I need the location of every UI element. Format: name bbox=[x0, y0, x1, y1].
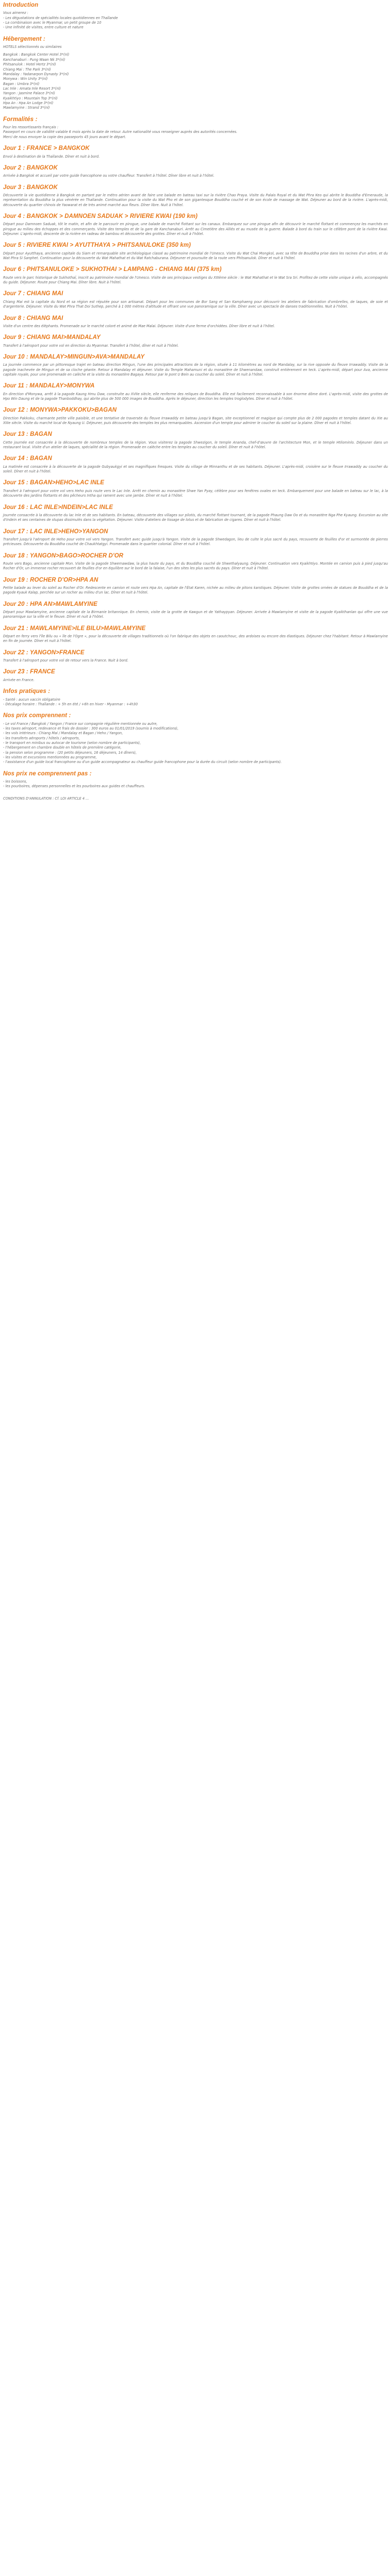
day-22 bbox=[3, 649, 388, 664]
intro-line: - Une infinité de visites, entre culture et nature bbox=[3, 25, 84, 30]
day-6 bbox=[3, 265, 388, 285]
price-includes-line: - Le vol France / Bangkok / Yangon / France sur compagnie régulière mentionnée ou autre, bbox=[3, 721, 158, 726]
day-16 bbox=[3, 503, 388, 523]
day-text: La journée commence par un pittoresque trajet en bateau direction Mingun, l'une des principales attractions de la région, située à 11 kilomètres au nord de Mandalay, sur la rive opposée du fleuve Irrawaddy. Visite de la pagode inachevée de Mingun et de sa cloche géante. Retour à Mandalay et déjeuner. Visite du Temple Mahamuni et du monastère de Shwenandaw, construit entièrement en teck. L'après-midi, départ pour Ava, ancienne capitale royale, pour une promenade en calèche et la visite du monastère Bagaya. Retour par le pont U Bein au coucher du soleil. Dîner et nuit à l'hôtel. bbox=[3, 363, 388, 377]
price-includes-line: - le transport en minibus ou autocar de tourisme (selon nombre de participants), bbox=[3, 740, 141, 745]
day-title: Jour 10 : MANDALAY>MINGUN>AVA>MANDALAY bbox=[3, 353, 145, 360]
price-includes-line: - l'hébergement en chambre double en hôtels de première catégorie, bbox=[3, 745, 122, 750]
day-title: Jour 21 : MAWLAMYINE>ILE BILU>MAWLAMYINE bbox=[3, 625, 146, 632]
day-text: En direction d'Monywa, arrêt à la pagode Kaung Hmu Daw, construite au XVIIe siècle, elle renferme des reliques de Bouddha. Elle est facilement reconnaissable à son énorme dôme doré. L'après-midi, visite des grottes de Hpo Win Daung et de la pagode Thanboddhay, qui abrite plus de 500 000 images de Bouddha. Après le déjeuner, direction les temples troglodytes. Dîner et nuit à l'hôtel. bbox=[3, 392, 388, 401]
price-includes-line: - les vols intérieurs : Chiang Mai / Mandalay et Bagan / Heho / Yangon, bbox=[3, 731, 123, 736]
day-text: Route vers Bago, ancienne capitale Mon. Visite de la pagode Shwemawdaw, la plus haute du pays, et du Bouddha couché de Shwethalyaung. Déjeuner. Continuation vers Kyaikhtiyo. Montée en camion puis à pied jusqu'au Rocher d'Or, un immense rocher recouvert de feuilles d'or en équilibre sur le bord de la falaise, l'un des sites les plus sacrés du pays. Dîner et nuit à l'hôtel. bbox=[3, 561, 388, 571]
formalities-title: Formalités : bbox=[3, 116, 38, 123]
day-title: Jour 3 : BANGKOK bbox=[3, 184, 58, 191]
day-text: Découverte la vie quotidienne à Bangkok en partant par le métro aérien avant de faire une balade en bateau taxi sur la rivière Chao Praya. Visite du Palais Royal et du Wat Phra Keo qui abrite le Bouddha d'Emeraude, la représentation du Bouddha la plus vénérée en Thaïlande. Continuation pour la visite du Wat Pho et de son gigantesque Bouddha couché et de son école de massage de Wat. Déjeuner au bord de la rivière. L'après-midi, découverte du quartier chinois de Yaowarat et de très animé marché aux fleurs. Dîner libre. Nuit à l'hôtel. bbox=[3, 193, 388, 207]
day-text: Départ pour Ayutthaya, ancienne capitale du Siam et remarquable site archéologique classé au patrimoine mondial de l'Unesco. Visite du Wat Chai Mongkol, avec sa tête de Bouddha prise dans les racines d'un arbre, et du Wat Phra Si Sanphet. Continuation pour la découverte du Wat Mahathat et du Wat Ratchaburana. Déjeuner et poursuite de la route vers Phitsanulok. Dîner et nuit à l'hôtel. bbox=[3, 251, 388, 261]
day-21 bbox=[3, 624, 388, 644]
formalities-line: Pour les ressortissants français : bbox=[3, 125, 58, 130]
price-includes-line: - les taxes aéroport, redevance et frais de dossier : 300 euros au 01/01/2019 (soumis à modifications), bbox=[3, 726, 178, 731]
day-title: Jour 16 : LAC INLE>INDEIN>LAC INLE bbox=[3, 504, 113, 511]
day-title: Jour 20 : HPA AN>MAWLAMYINE bbox=[3, 601, 97, 607]
price-excludes-title: Nos prix ne comprennent pas : bbox=[3, 770, 92, 777]
hotel-item: Kanchanaburi : Pung Waan Nk 3*(nl) bbox=[3, 57, 66, 62]
day-19 bbox=[3, 576, 388, 596]
itinerary-document bbox=[0, 1, 391, 807]
practical-line: - Décalage horaire : Thaïlande : + 5h en été / +6h en hiver - Myanmar : +4h30 bbox=[3, 702, 138, 706]
day-text: Petite balade au lever du soleil au Rocher d'Or. Redescente en camion et route vers Hpa An, capitale de l'État Karen, nichée au milieu de pitons karstiques. Déjeuner. Visite de grottes ornées de statues de Bouddha et de la pagode Kyauk Kalap, perchée sur un rocher au milieu d'un lac. Dîner et nuit à l'hôtel. bbox=[3, 585, 388, 595]
hotel-item: Hpa An : Hpa An Lodge 3*(nl) bbox=[3, 101, 54, 106]
day-title: Jour 23 : FRANCE bbox=[3, 669, 55, 675]
day-3 bbox=[3, 183, 388, 208]
day-text: La matinée est consacrée à la découverte de la pagode Gubyaukgyi et ses magnifiques fresques. Visite du village de Minnanthu et de ses habitants. Déjeuner. L'après-midi, croisière sur le fleuve Irrawaddy au coucher du soleil. Dîner et nuit à l'hôtel. bbox=[3, 464, 388, 474]
day-text: Route vers le parc historique de Sukhothaï, inscrit au patrimoine mondial de l'Unesco. Visite de ses principaux vestiges du XIIIème siècle : le Wat Mahathat et le Wat Sra Sri. Profitez de cette visite unique à vélo, accompagnés du guide. Déjeuner. Route pour Chiang Mai. Dîner libre. Nuit à l'hôtel. bbox=[3, 275, 388, 285]
day-title: Jour 5 : RIVIERE KWAI > AYUTTHAYA > PHITSANULOKE (350 km) bbox=[3, 242, 191, 249]
practical-lines bbox=[3, 698, 388, 707]
intro-title: Introduction bbox=[3, 2, 39, 8]
formalities-line: Merci de nous envoyer la copie des passeports 45 jours avant le départ. bbox=[3, 134, 126, 139]
day-text: Chiang Mai est la capitale du Nord et sa région est réputée pour son artisanat. Départ pour les communes de Bor Sang et San Kamphaeng pour découvrir les ateliers de fabrication d'ombrelles, de laques, de soie et d'argenterie. Déjeuner. Visite du Wat Phra That Doi Suthep, perché à 1 000 mètres d'altitude et offrant une vue panoramique sur la ville. Dîner avec un spectacle de danses traditionnelles. Nuit à l'hôtel. bbox=[3, 299, 388, 309]
hotel-item: Monywa : Win Unity 3*(nl) bbox=[3, 77, 48, 81]
lodging-lead: HOTELS sélectionnés ou similaires bbox=[3, 45, 62, 49]
day-text: Transfert à l'aéroport pour votre vol en direction du Myanmar. Transfert à l'hôtel, dîner et nuit à l'hôtel. bbox=[3, 343, 179, 348]
day-13 bbox=[3, 430, 388, 450]
day-title: Jour 4 : BANGKOK > DAMNOEN SADUAK > RIVIERE KWAI (190 km) bbox=[3, 213, 198, 219]
intro-lines bbox=[3, 11, 388, 30]
intro-line: - La combinaison avec le Myanmar, un petit groupe de 10 bbox=[3, 21, 102, 25]
day-title: Jour 14 : BAGAN bbox=[3, 455, 52, 462]
price-includes-title: Nos prix comprennent : bbox=[3, 713, 71, 719]
hotel-item: Yangon : Jasmine Palace 3*(nl) bbox=[3, 91, 55, 96]
intro-line: - Les dégustations de spécialités locales quotidiennes en Thaïlande bbox=[3, 15, 118, 20]
day-20 bbox=[3, 600, 388, 620]
day-title: Jour 2 : BANGKOK bbox=[3, 164, 58, 171]
day-title: Jour 19 : ROCHER D'OR>HPA AN bbox=[3, 577, 99, 583]
day-title: Jour 11 : MANDALAY>MONYWA bbox=[3, 383, 95, 389]
hotel-item: Phitsanulok : Hotel Hertz 3*(nl) bbox=[3, 62, 56, 67]
hotel-item: Mandalay : Yadanarpon Dynasty 3*(nl) bbox=[3, 72, 69, 76]
day-title: Jour 12 : MONYWA>PAKKOKU>BAGAN bbox=[3, 407, 117, 414]
day-title: Jour 15 : BAGAN>HEHO>LAC INLE bbox=[3, 480, 104, 486]
day-text: Envol à destination de la Thaïlande. Dîner et nuit à bord. bbox=[3, 154, 100, 159]
price-excludes-lines bbox=[3, 779, 388, 789]
lodging-title: Hébergement : bbox=[3, 36, 45, 42]
hotel-list bbox=[3, 45, 388, 111]
hotel-item: Bagan : Umbra 3*(nl) bbox=[3, 81, 40, 86]
day-2 bbox=[3, 164, 388, 179]
day-title: Jour 6 : PHITSANULOKE > SUKHOTHAI > LAMPANG - CHIANG MAI (375 km) bbox=[3, 266, 222, 273]
day-18 bbox=[3, 552, 388, 571]
intro-line: Vous aimerez : bbox=[3, 11, 28, 15]
day-9 bbox=[3, 333, 388, 348]
day-text: Visite d'un centre des éléphants. Promenade sur le marché coloré et animé de Mae Malai. Déjeuner. Visite d'une ferme d'orchidées. Dîner libre et nuit à l'hôtel. bbox=[3, 324, 275, 328]
hotel-item: Kyaikhtiyo : Mountain Top 3*(nl) bbox=[3, 96, 58, 100]
day-14 bbox=[3, 454, 388, 474]
day-text: Arrivée en France. bbox=[3, 677, 35, 682]
day-23 bbox=[3, 668, 388, 683]
day-title: Jour 22 : YANGON>FRANCE bbox=[3, 649, 85, 656]
day-text: Cette journée est consacrée à la découverte de nombreux temples de la région. Vous visiterez la pagode Shwezigon, le temple Ananda, chef-d'œuvre de l'architecture Mon, et le temple Htilominlo. Déjeuner dans un restaurant local. Visite d'un atelier de laques, spécialité de la région. Promenade en calèche entre les temples au coucher du soleil. Dîner et nuit à l'hôtel. bbox=[3, 440, 388, 450]
day-title: Jour 9 : CHIANG MAI>MANDALAY bbox=[3, 334, 101, 341]
day-title: Jour 7 : CHIANG MAI bbox=[3, 291, 63, 297]
day-text: Journée consacrée à la découverte du lac Inle et de ses habitants. En bateau, découverte des villages sur pilotis, du marché flottant tournant, de la pagode Phaung Daw Oo et du monastère Nga Phe Kyaung. Excursion au site d'Indein et ses centaines de stupas dissimulés dans la végétation. Déjeuner. Visite d'ateliers de tissage de lotus et de fabrication de cigares. Dîner et nuit à l'hôtel. bbox=[3, 513, 388, 522]
day-title: Jour 17 : LAC INLE>HEHO>YANGON bbox=[3, 528, 108, 535]
day-8 bbox=[3, 314, 388, 329]
formalities-lines bbox=[3, 125, 388, 140]
day-text: Départ en ferry vers l'île Bilu ou « île de l'Ogre », pour la découverte de villages traditionnels où l'on fabrique des objets en caoutchouc, des ardoises ou encore des élastiques. Déjeuner chez l'habitant. Retour à Mawlamyine en fin de journée. Dîner et nuit à l'hôtel. bbox=[3, 634, 388, 643]
day-text: Départ pour Mawlamyine, ancienne capitale de la Birmanie britannique. En chemin, visite de la grotte de Kawgun et de Yathaypyan. Déjeuner. Arrivée à Mawlamyine et visite de la pagode Kyaikthanlan qui offre une vue panoramique sur la ville et le fleuve. Dîner et nuit à l'hôtel. bbox=[3, 610, 388, 619]
practical-title: Infos pratiques : bbox=[3, 688, 51, 695]
day-text: Départ pour Damnoen Saduak, tôt le matin, et afin de le parcourir en pirogue, une balade de marché flottant sur les canaux. Embarquez sur une pirogue afin de découvrir le marché flottant et commençez les marchés en pirogue au milieu des échoppes et des commerçants. Visite des temples et de la gare de Kanchanaburi. Arrêt au Cimetière des Alliés et au musée de la guerre. Balade à bord du train sur le célèbre pont de la rivière Kwai. Déjeuner. L'après-midi, descente de la rivière en radeau de bambou et découverte des grottes. Dîner et nuit à l'hôtel. bbox=[3, 222, 388, 236]
day-10 bbox=[3, 353, 388, 377]
formalities-line: Passeport en cours de validité valable 6 mois après la date de retour. Autre nationalité vous renseigner auprès des autorités concernées. bbox=[3, 130, 238, 134]
day-text: Direction Pakkoku, charmante petite ville paisible, et une tentative de traversée du fleuve Irrawaddy en bateau jusqu'à Bagan, site exceptionnel et magique qui compte plus de 2 000 pagodes et temples datant du XIe au XIIIe siècle. Visite du marché local de Nyaung U. Déjeuner, puis découverte des temples les plus remarquables. Ascension d'un temple pour admirer le coucher du soleil sur la plaine. Dîner et nuit à l'hôtel. bbox=[3, 416, 388, 426]
day-1 bbox=[3, 144, 388, 159]
day-7 bbox=[3, 290, 388, 309]
day-title: Jour 8 : CHIANG MAI bbox=[3, 315, 63, 321]
day-12 bbox=[3, 406, 388, 426]
price-includes-line: - les transferts aéroports / hôtels / aéroports, bbox=[3, 736, 80, 740]
day-11 bbox=[3, 382, 388, 401]
price-includes-line: - l'assistance d'un guide local francophone ou d'un guide accompagnateur au chauffeur guide francophone pour la durée du circuit (selon nombre de participants). bbox=[3, 760, 282, 765]
day-title: Jour 1 : FRANCE > BANGKOK bbox=[3, 145, 90, 152]
price-excludes-line: - les boissons, bbox=[3, 779, 27, 784]
day-4 bbox=[3, 212, 388, 236]
price-excludes-line: - les pourboires, dépenses personnelles et les pourboires aux guides et chauffeurs. bbox=[3, 784, 145, 789]
price-includes-line: - les visites et excursions mentionnées au programme, bbox=[3, 755, 97, 760]
day-text: Transfert jusqu'à l'aéroport de Heho pour votre vol vers Yangon. Transfert avec guide jusqu'à Yangon. Visite de la pagode Shwedagon, lieu de culte le plus sacré du pays, recouverte de feuilles d'or et surmontée de pierres précieuses. Découverte du Bouddha couché de Chaukhtatgyi. Promenade dans le quartier colonial. Dîner et nuit à l'hôtel. bbox=[3, 537, 388, 547]
day-title: Jour 18 : YANGON>BAGO>ROCHER D'OR bbox=[3, 552, 124, 559]
cancellation-conditions: CONDITIONS D'ANNULATION : Cf. LOI ARTICLE 4 ... bbox=[3, 796, 89, 801]
practical-line: - Santé : aucun vaccin obligatoire bbox=[3, 697, 60, 702]
day-text: Arrivée à Bangkok et accueil par votre guide francophone ou votre chauffeur. Transfert à l'hôtel. Dîner libre et nuit à l'hôtel. bbox=[3, 174, 215, 178]
day-text: Transfert à l'aéroport pour votre vol de retour vers la France. Nuit à bord. bbox=[3, 658, 128, 663]
hotel-item: Mawlamyine : Strand 3*(nl) bbox=[3, 106, 50, 110]
hotel-item: Chiang Mai : The Park 3*(nl) bbox=[3, 67, 51, 72]
hotel-item: Lac Inle : Amata Inle Resort 3*(nl) bbox=[3, 86, 61, 91]
price-includes-lines bbox=[3, 722, 388, 765]
day-5 bbox=[3, 241, 388, 261]
day-text: Transfert à l'aéroport pour votre vol vers Heho puis route vers le Lac Inle. Arrêt en chemin au monastère Shwe Yan Pyay, célèbre pour ses fenêtres ovales en teck. Embarquement pour une balade en bateau sur le lac, à la découverte des jardins flottants et des pêcheurs Intha qui rament avec une jambe. Dîner et nuit à l'hôtel. bbox=[3, 488, 388, 498]
day-17 bbox=[3, 528, 388, 547]
price-includes-line: - la pension selon programme : (20 petits déjeuners, 16 déjeuners, 14 dîners), bbox=[3, 750, 137, 755]
hotel-item: Bangkok : Bangkok Center Hotel 3*(nl) bbox=[3, 53, 70, 57]
day-title: Jour 13 : BAGAN bbox=[3, 431, 52, 438]
day-15 bbox=[3, 479, 388, 498]
